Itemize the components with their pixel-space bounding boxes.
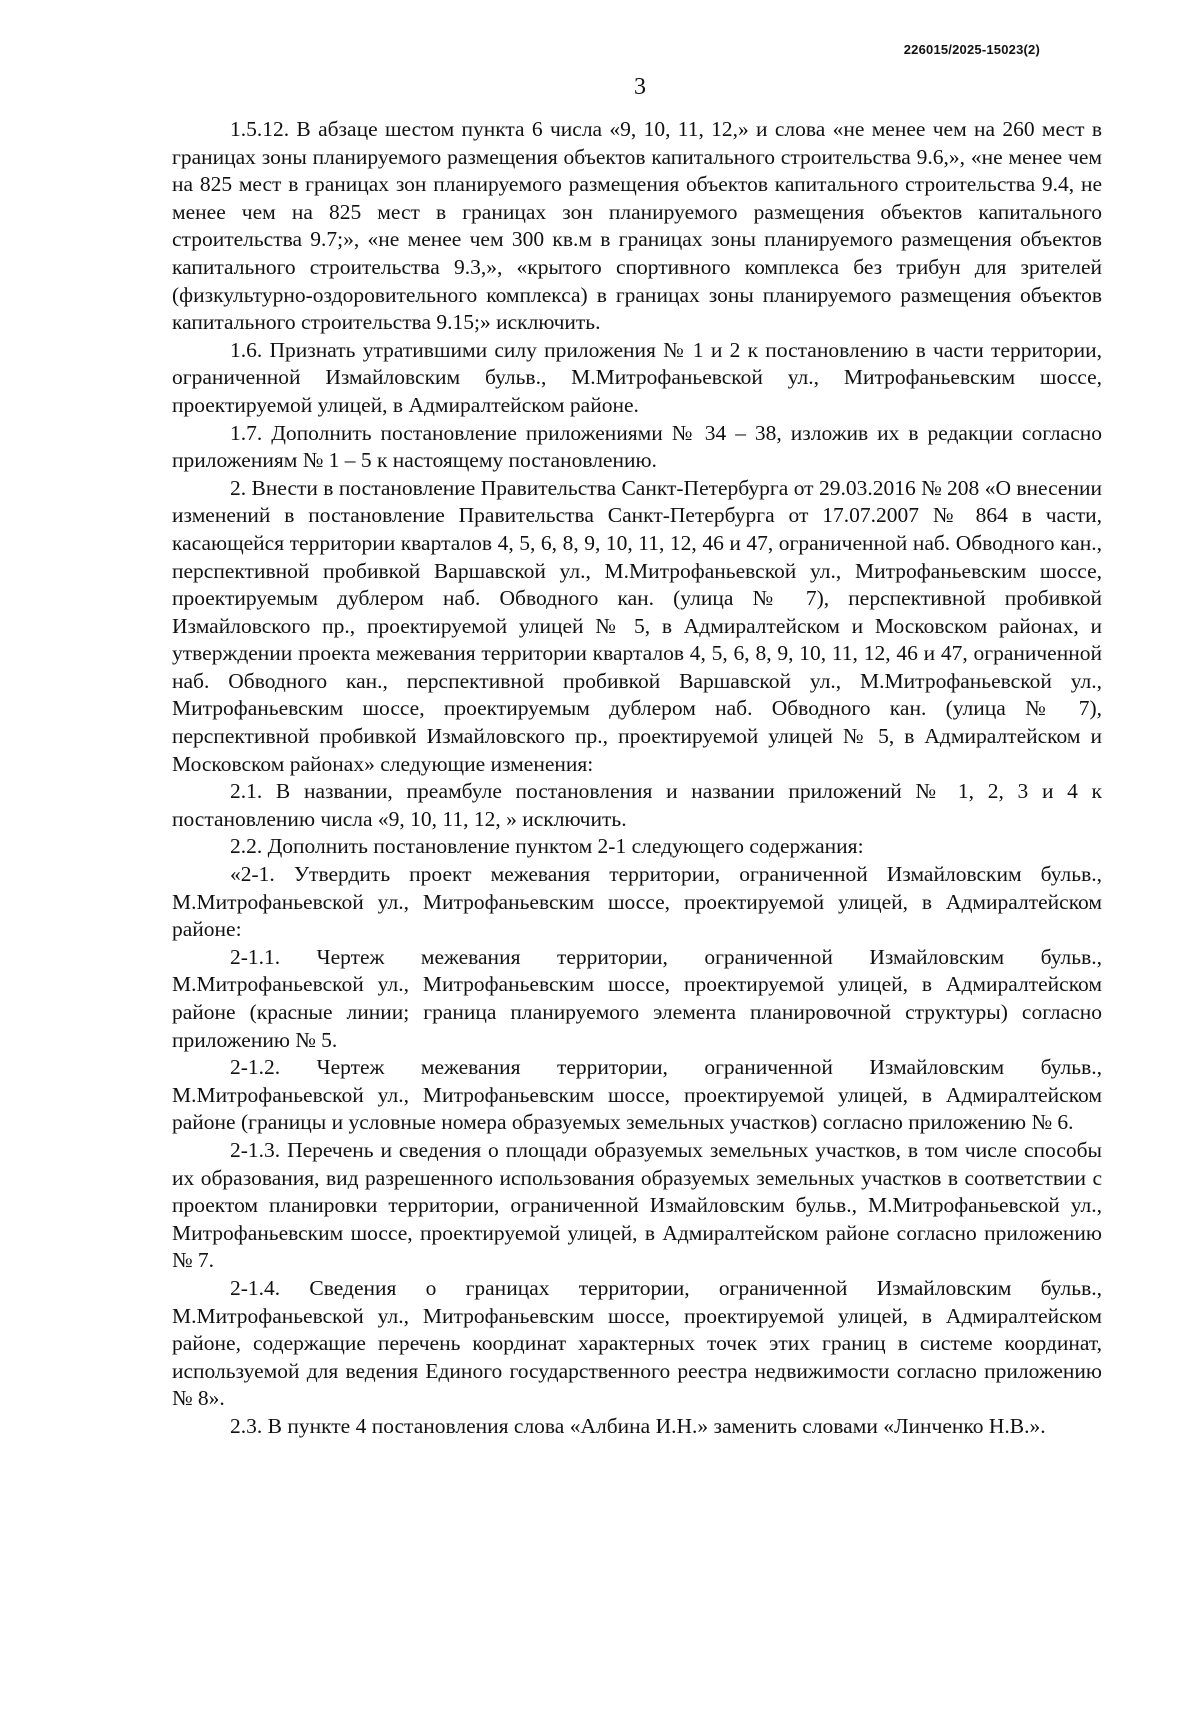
document-registration-number: 226015/2025-15023(2) [903, 42, 1040, 57]
paragraph-2-3: 2.3. В пункте 4 постановления слова «Албина И.Н.» заменить словами «Линченко Н.В.». [230, 1413, 1046, 1438]
paragraph-2-1-2: 2-1.2. Чертеж межевания территории, ограниченной Измайловским бульв., М.Митрофаньевской ул., Митрофаньевским шоссе, проектируемой улицей, в Адмиралтейском районе (границы и условные номера образуемых земельных участков) согласно приложению № 6. [172, 1055, 1102, 1135]
paragraph-1-7: 1.7. Дополнить постановление приложениями № 34 – 38, изложив их в редакции согласно приложениям № 1 – 5 к настоящему постановлению. [172, 420, 1102, 473]
page-number: 3 [634, 74, 646, 100]
paragraph-2-1: 2.1. В названии, преамбуле постановления и названии приложений № 1, 2, 3 и 4 к постановлению числа «9, 10, 11, 12, » исключить. [172, 779, 1102, 831]
paragraph-1-6: 1.6. Признать утратившими силу приложения № 1 и 2 к постановлению в части территории, ограниченной Измайловским бульв., М.Митрофаньевской ул., Митрофаньевским шоссе, проектируемой улицей, в Адмиралтейском районе. [172, 337, 1102, 417]
paragraph-1-5-12: 1.5.12. В абзаце шестом пункта 6 числа «9, 10, 11, 12,» и слова «не менее чем на 260 мест в границах зоны планируемого размещения объектов капитального строительства 9.6,», «не менее чем на 825 мест в границах зон планируемого размещения объектов капитального строительства 9.4, не менее чем на 825 мест в границах зон планируемого размещения объектов капитального строительства 9.7;», «не менее чем 300 кв.м в границах зоны планируемого размещения объектов капитального строительства 9.3,», «крытого спортивного комплекса без трибун для зрителей (физкультурно-оздоровительного комплекса) в границах зоны планируемого размещения объектов капитального строительства 9.15;» исключить. [172, 117, 1102, 335]
document-body [172, 116, 1102, 1441]
paragraph-2-1-1: 2-1.1. Чертеж межевания территории, ограниченной Измайловским бульв., М.Митрофаньевской ул., Митрофаньевским шоссе, проектируемой улицей, в Адмиралтейском районе (красные линии; граница планируемого элемента планировочной структуры) согласно приложению № 5. [172, 944, 1102, 1052]
paragraph-2-2: 2.2. Дополнить постановление пунктом 2-1 следующего содержания: [230, 834, 864, 859]
paragraph-2-1-intro: «2-1. Утвердить проект межевания территории, ограниченной Измайловским бульв., М.Митрофаньевской ул., Митрофаньевским шоссе, проектируемой улицей, в Адмиралтейском районе: [172, 862, 1102, 942]
paragraph-2-1-3: 2-1.3. Перечень и сведения о площади образуемых земельных участков, в том числе способы их образования, вид разрешенного использования образуемых земельных участков в соответствии с проектом планировки территории, ограниченной Измайловским бульв., М.Митрофаньевской ул., Митрофаньевским шоссе, проектируемой улицей, в Адмиралтейском районе согласно приложению № 7. [172, 1137, 1102, 1273]
paragraph-2-1-4: 2-1.4. Сведения о границах территории, ограниченной Измайловским бульв., М.Митрофаньевской ул., Митрофаньевским шоссе, проектируемой улицей, в Адмиралтейском районе, содержащие перечень координат характерных точек этих границ в системе координат, используемой для ведения Единого государственного реестра недвижимости согласно приложению № 8». [172, 1275, 1102, 1411]
paragraph-2: 2. Внести в постановление Правительства Санкт-Петербурга от 29.03.2016 № 208 «О внесении изменений в постановление Правительства Санкт-Петербурга от 17.07.2007 № 864 в части, касающейся территории кварталов 4, 5, 6, 8, 9, 10, 11, 12, 46 и 47, ограниченной наб. Обводного кан., перспективной пробивкой Варшавской ул., М.Митрофаньевской ул., Митрофаньевским шоссе, проектируемым дублером наб. Обводного кан. (улица № 7), перспективной пробивкой Измайловского пр., проектируемой улицей № 5, в Адмиралтейском и Московском районах, и утверждении проекта межевания территории кварталов 4, 5, 6, 8, 9, 10, 11, 12, 46 и 47, ограниченной наб. Обводного кан., перспективной пробивкой Варшавской ул., М.Митрофаньевской ул., Митрофаньевским шоссе, проектируемым дублером наб. Обводного кан. (улица № 7), перспективной пробивкой Измайловского пр., проектируемой улицей № 5, в Адмиралтейском и Московском районах» следующие изменения: [172, 475, 1102, 776]
